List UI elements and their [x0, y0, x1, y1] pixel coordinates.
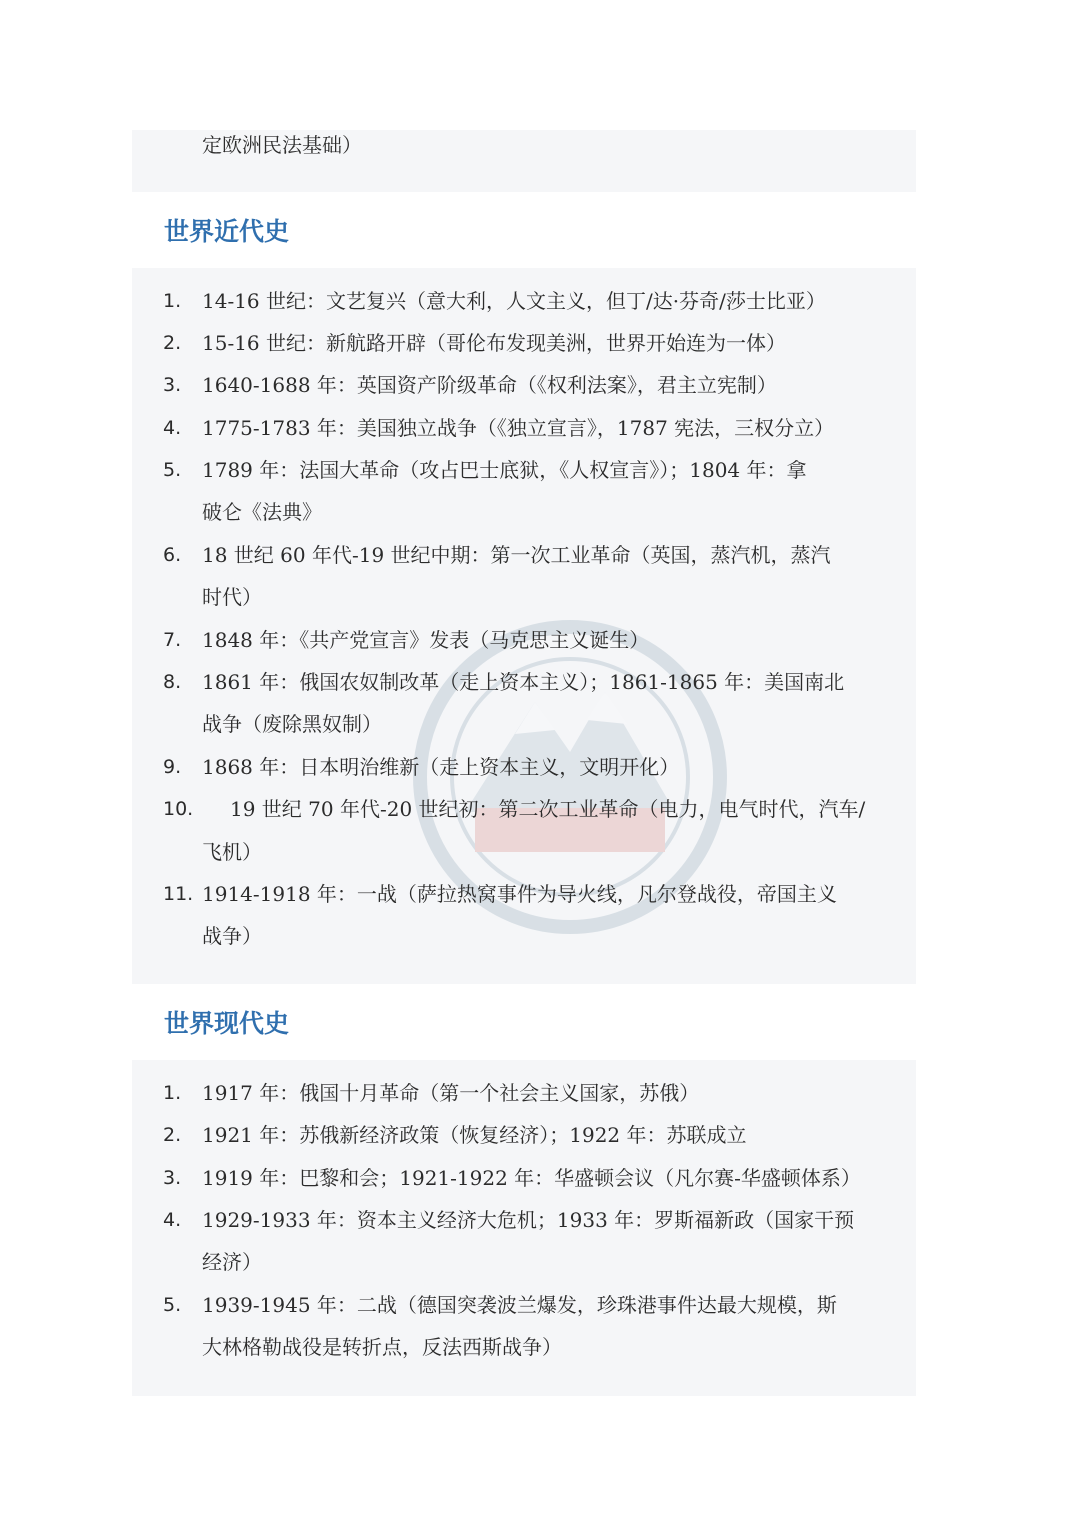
item-number: 2.	[163, 1124, 182, 1146]
item-text: 1939-1945 年：二战（德国突袭波兰爆发，珍珠港事件达最大规模，斯	[202, 1293, 837, 1317]
item-number: 3.	[163, 374, 182, 396]
item-text: 大林格勒战役是转折点，反法西斯战争）	[202, 1335, 562, 1359]
item-text: 1640-1688 年：英国资产阶级革命（《权利法案》，君主立宪制）	[202, 373, 777, 397]
item-text: 1848 年：《共产党宣言》发表（马克思主义诞生）	[202, 628, 650, 652]
item-text: 15-16 世纪：新航路开辟（哥伦布发现美洲，世界开始连为一体）	[202, 331, 787, 355]
item-text: 战争）	[202, 924, 262, 948]
item-text: 1929-1933 年：资本主义经济大危机；1933 年：罗斯福新政（国家干预	[202, 1208, 855, 1232]
item-number: 5.	[163, 459, 182, 481]
item-number: 7.	[163, 629, 182, 651]
item-text: 1775-1783 年：美国独立战争（《独立宣言》，1787 宪法，三权分立）	[202, 416, 835, 440]
item-text: 1914-1918 年：一战（萨拉热窝事件为导火线，凡尔登战役，帝国主义	[202, 882, 837, 906]
item-number: 4.	[163, 417, 182, 439]
item-number: 6.	[163, 544, 182, 566]
item-number: 5.	[163, 1294, 182, 1316]
item-text: 1861 年：俄国农奴制改革（走上资本主义）；1861-1865 年：美国南北	[202, 670, 845, 694]
item-text: 1789 年：法国大革命（攻占巴士底狱，《人权宣言》）；1804 年：拿	[202, 458, 807, 482]
item-number: 10.	[163, 798, 194, 820]
item-number: 9.	[163, 756, 182, 778]
continuation-text: 定欧洲民法基础）	[202, 133, 362, 157]
item-text: 时代）	[202, 585, 262, 609]
item-text: 经济）	[202, 1250, 262, 1274]
item-text: 1868 年：日本明治维新（走上资本主义，文明开化）	[202, 755, 680, 779]
item-number: 4.	[163, 1209, 182, 1231]
item-number: 1.	[163, 1082, 182, 1104]
item-text: 1917 年：俄国十月革命（第一个社会主义国家，苏俄）	[202, 1081, 700, 1105]
item-text: 19 世纪 70 年代-20 世纪初：第二次工业革命（电力，电气时代，汽车/	[230, 797, 866, 821]
item-number: 2.	[163, 332, 182, 354]
item-text: 18 世纪 60 年代-19 世纪中期：第一次工业革命（英国，蒸汽机，蒸汽	[202, 543, 831, 567]
item-text: 1919 年：巴黎和会；1921-1922 年：华盛顿会议（凡尔赛-华盛顿体系）	[202, 1166, 861, 1190]
item-number: 11.	[163, 883, 194, 905]
section-title-contemporary-history: 世界现代史	[164, 1009, 290, 1038]
item-text: 飞机）	[202, 840, 262, 864]
item-number: 1.	[163, 290, 182, 312]
section-title-modern-history: 世界近代史	[164, 217, 290, 246]
item-number: 3.	[163, 1167, 182, 1189]
item-text: 1921 年：苏俄新经济政策（恢复经济）；1922 年：苏联成立	[202, 1123, 747, 1147]
item-text: 破仑《法典》	[202, 500, 322, 524]
item-number: 8.	[163, 671, 182, 693]
item-text: 14-16 世纪：文艺复兴（意大利，人文主义，但丁/达·芬奇/莎士比亚）	[202, 289, 826, 313]
item-text: 战争（废除黑奴制）	[202, 712, 382, 736]
